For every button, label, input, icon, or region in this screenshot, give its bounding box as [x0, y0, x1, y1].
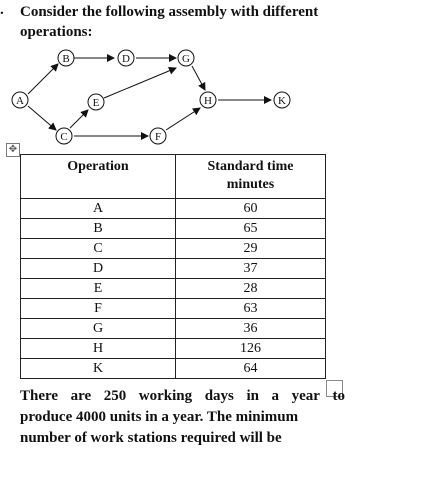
- time-cell: 60: [176, 199, 326, 219]
- table-row: [21, 279, 326, 299]
- edge-g-h: [192, 66, 205, 90]
- move-handle-icon[interactable]: ✥: [6, 143, 20, 157]
- node-f: [150, 128, 166, 144]
- svg-text:C: C: [60, 131, 68, 143]
- time-cell: 126: [176, 339, 326, 359]
- footer-word: working: [138, 388, 193, 404]
- svg-text:B: B: [62, 53, 70, 65]
- svg-text:D: D: [122, 53, 130, 65]
- table-header-row: [21, 155, 326, 199]
- node-c: [56, 128, 72, 144]
- table-row: [21, 259, 326, 279]
- edge-f-h: [166, 108, 200, 130]
- question-line-1: Consider the following assembly with different: [20, 4, 319, 20]
- time-cell: 63: [176, 299, 326, 319]
- table-row: [21, 299, 326, 319]
- footer-word: days: [204, 388, 234, 404]
- footer-word: are: [70, 388, 92, 404]
- operation-cell: E: [21, 279, 176, 299]
- operation-cell: B: [21, 219, 176, 239]
- operation-cell: D: [21, 259, 176, 279]
- node-g: [178, 50, 194, 66]
- question-bullet: .: [0, 2, 4, 18]
- question-line-2: operations:: [20, 24, 93, 40]
- assembly-precedence-diagram: [0, 44, 432, 154]
- operation-cell: H: [21, 339, 176, 359]
- footer-word: to: [332, 388, 345, 404]
- time-cell: 37: [176, 259, 326, 279]
- edge-e-g: [104, 68, 176, 98]
- edge-a-b: [28, 64, 58, 94]
- edge-c-e: [70, 110, 88, 128]
- svg-text:F: F: [154, 131, 162, 143]
- edge-a-c: [28, 106, 56, 130]
- svg-text:G: G: [182, 53, 190, 65]
- node-a: [12, 92, 28, 108]
- time-cell: 28: [176, 279, 326, 299]
- footer-word: year: [291, 388, 320, 404]
- svg-text:H: H: [204, 95, 212, 107]
- table-row: [21, 319, 326, 339]
- operation-cell: F: [21, 299, 176, 319]
- operation-cell: A: [21, 199, 176, 219]
- time-cell: 65: [176, 219, 326, 239]
- node-k: [274, 92, 290, 108]
- node-e: [88, 94, 104, 110]
- header-operation: Operation: [21, 155, 176, 199]
- time-cell: 29: [176, 239, 326, 259]
- time-cell: 64: [176, 359, 326, 379]
- time-cell: 36: [176, 319, 326, 339]
- operations-table: [20, 154, 326, 379]
- node-h: [200, 92, 216, 108]
- operation-cell: C: [21, 239, 176, 259]
- svg-text:K: K: [278, 95, 286, 107]
- footer-word: in: [246, 388, 259, 404]
- node-b: [58, 50, 74, 66]
- table-row: [21, 359, 326, 379]
- table-row: [21, 219, 326, 239]
- footer-line-3: number of work stations required will be: [20, 430, 282, 446]
- footer-line-2: produce 4000 units in a year. The minimum: [20, 409, 299, 425]
- table-row: [21, 199, 326, 219]
- svg-text:E: E: [92, 97, 100, 109]
- footer-word: a: [271, 388, 280, 404]
- operation-cell: G: [21, 319, 176, 339]
- table-row: [21, 239, 326, 259]
- footer-word: 250: [103, 388, 127, 404]
- svg-text:A: A: [16, 95, 24, 107]
- footer-text: [20, 386, 345, 449]
- header-standard-time: Standard time minutes: [176, 155, 326, 199]
- node-d: [118, 50, 134, 66]
- footer-word: There: [20, 388, 59, 404]
- operation-cell: K: [21, 359, 176, 379]
- table-row: [21, 339, 326, 359]
- footer-line-1: [20, 386, 345, 407]
